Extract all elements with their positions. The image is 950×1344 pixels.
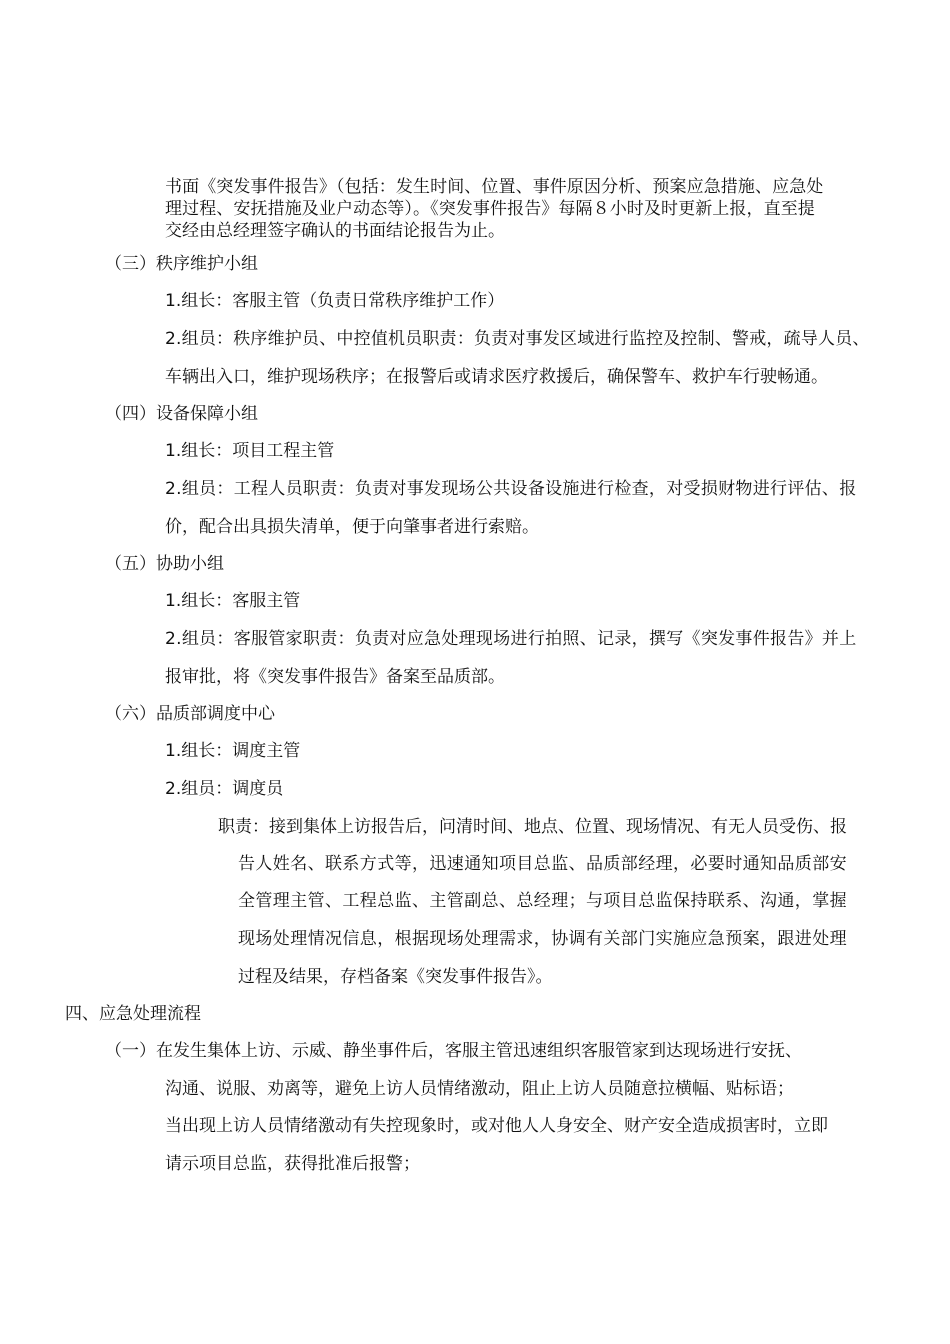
- dispatch-center-leader: 1.组长：调度主管: [165, 741, 301, 761]
- assist-group-heading: （五）协助小组: [105, 554, 224, 574]
- dispatch-center-duty-line-4: 现场处理情况信息，根据现场处理需求，协调有关部门实施应急预案，跟进处理: [238, 929, 847, 949]
- dispatch-center-heading: （六）品质部调度中心: [105, 704, 275, 724]
- equipment-group-heading: （四）设备保障小组: [105, 404, 258, 424]
- section-4-item-1-line-2: 沟通、说服、劝离等，避免上访人员情绪激动，阻止上访人员随意拉横幅、贴标语；: [165, 1079, 794, 1099]
- order-group-heading: （三）秩序维护小组: [105, 254, 258, 274]
- equipment-group-leader: 1.组长：项目工程主管: [165, 441, 335, 461]
- order-group-members-line-1: 2.组员：秩序维护员、中控值机员职责：负责对事发区域进行监控及控制、警戒，疏导人员、: [165, 329, 870, 349]
- section-4-item-1-line-1: （一）在发生集体上访、示威、静坐事件后，客服主管迅速组织客服管家到达现场进行安抚、: [105, 1041, 802, 1061]
- section-4-item-1-line-3: 当出现上访人员情绪激动有失控现象时，或对他人人身安全、财产安全造成损害时，立即: [165, 1116, 828, 1136]
- dispatch-center-duty-line-3: 全管理主管、工程总监、主管副总、总经理；与项目总监保持联系、沟通，掌握: [238, 891, 847, 911]
- dispatch-center-members: 2.组员：调度员: [165, 779, 284, 799]
- intro-line-1: 书面《突发事件报告》（包括：发生时间、位置、事件原因分析、预案应急措施、应急处: [165, 177, 824, 197]
- section-4-heading: 四、应急处理流程: [65, 1004, 201, 1024]
- intro-line-3: 交经由总经理签字确认的书面结论报告为止。: [165, 221, 505, 241]
- assist-group-leader: 1.组长：客服主管: [165, 591, 301, 611]
- intro-line-2: 理过程、安抚措施及业户动态等）。《突发事件报告》每隔８小时及时更新上报，直至提: [165, 199, 815, 219]
- dispatch-center-duty-line-5: 过程及结果，存档备案《突发事件报告》。: [238, 967, 553, 987]
- section-4-item-1-line-4: 请示项目总监，获得批准后报警；: [165, 1154, 420, 1174]
- assist-group-members-line-2: 报审批，将《突发事件报告》备案至品质部。: [165, 667, 505, 687]
- order-group-members-line-2: 车辆出入口，维护现场秩序；在报警后或请求医疗救援后，确保警车、救护车行驶畅通。: [165, 367, 828, 387]
- equipment-group-members-line-2: 价，配合出具损失清单，便于向肇事者进行索赔。: [165, 517, 539, 537]
- dispatch-center-duty-line-1: 职责：接到集体上访报告后，问清时间、地点、位置、现场情况、有无人员受伤、报: [218, 817, 847, 837]
- equipment-group-members-line-1: 2.组员：工程人员职责：负责对事发现场公共设备设施进行检查，对受损财物进行评估、报: [165, 479, 857, 499]
- dispatch-center-duty-line-2: 告人姓名、联系方式等，迅速通知项目总监、品质部经理，必要时通知品质部安: [238, 854, 847, 874]
- order-group-leader: 1.组长：客服主管（负责日常秩序维护工作）: [165, 291, 505, 311]
- assist-group-members-line-1: 2.组员：客服管家职责：负责对应急处理现场进行拍照、记录，撰写《突发事件报告》并上: [165, 629, 857, 649]
